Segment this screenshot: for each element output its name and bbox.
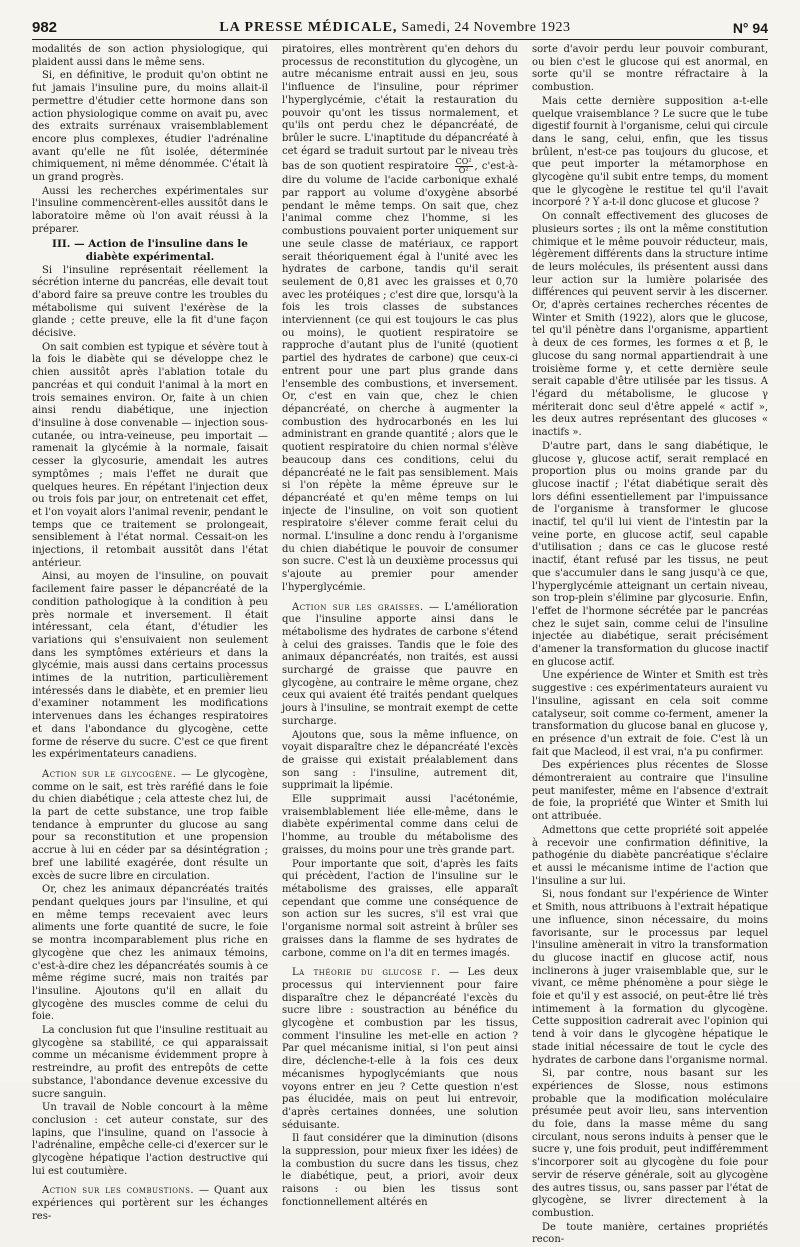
paragraph <box>282 602 518 729</box>
paragraph: Aussi les recherches expérimentales sur l'insuline commencèrent-elles aussitôt dans le laboratoire même où l'on avait réussi à la préparer. <box>32 185 268 235</box>
issue-number: N° 94 <box>732 20 768 36</box>
paragraph: On sait combien est typique et sévère tout à la fois le diabète qui se développe chez le chien aussitôt après l'ablation totale du pancréas et qui conduit l'animal à la mort en trois semaines environ. Or, faite à un chien ainsi rendu diabétique, une injection d'insuline à dose convenable — injection sous-cutanée, ou intra-veineuse, peu importait — ramenait la glycémie à la normale, faisait cesser la glycosurie, amendait les autres symptômes ; mais l'effet ne durait que quelques heures. En répétant l'injection deux ou trois fois par jour, on entretenait cet effet, et l'on voyait alors l'animal revenir, pendant le temps que ce traitement se prolongeait, sensiblement à l'état normal. Cessait-on les injections, il retombait aussitôt dans l'état antérieur. <box>32 341 268 569</box>
paragraph-text: piratoires, elles montrèrent qu'en dehors du processus de reconstitution du glycogène, un autre mécanisme entrait aussi en jeu, sous l'influence de l'insuline, pour réprimer l'hyperglycémie, c'était la restauration du pouvoir qu'ont les tissus normalement, et qu'ils ont perdu chez le dépancréaté, de brûler le sucre. L'inaptitude du dépancréaté à cet égard se traduit surtout par le niveau très bas de son quotient respiratoire <box>282 44 518 173</box>
paragraph-text: — L'amélioration que l'insuline apporte ainsi dans le métabolisme des hydrates de carbone s'étend à celui des graisses. Tandis que le foie des animaux dépancréatés, non traités, est aussi surchargé de graisse que pauvre en glycogène, au contraire le même organe, chez ceux qui avaient été traités pendant quelques jours à l'insuline, se montrait exempt de cette surcharge. <box>282 601 518 727</box>
paragraph: Il faut considérer que la diminution (disons la suppression, pour mieux fixer les idées) de la combustion du sucre dans les tissus, chez le diabétique, peut, a priori, avoir deux raisons : ou bien les tissus sont fonctionnellement altérés en <box>282 1133 518 1208</box>
text-columns <box>32 44 768 1246</box>
fraction-denominator: O² <box>458 166 469 176</box>
fraction-numerator: CO² <box>455 157 472 167</box>
column-3 <box>532 44 768 1246</box>
paragraph: Mais cette dernière supposition a-t-elle quelque vraisemblance ? Le sucre que le tube digestif fournit à l'organisme, celui qui circule dans le sang, celui, enfin, que les tissus brûlent, n'est-ce pas toujours du glucose, et que peut importer la métamorphose en glycogène qu'il subit entre temps, du moment que le glycogène le restitue tel qu'il l'avait incorporé ? Y a-t-il donc glucose et glucose ? <box>532 95 768 209</box>
paragraph <box>32 769 268 883</box>
paragraph: modalités de son action physiologique, qui plaident aussi dans le même sens. <box>32 44 268 68</box>
paragraph: Ainsi, au moyen de l'insuline, on pouvait facilement faire passer le dépancréaté de la condition pathologique à la condition à peu près normale et inversement. Il était intéressant, cela étant, d'étudier les variations qui s'ensuivaient non seulement dans les symptômes extérieurs et dans la glycémie, mais aussi dans certains processus intimes de la nutrition, particulièrement intéressés dans le diabète, et en premier lieu d'examiner notamment les modifications intervenues dans les échanges respiratoires et dans l'abondance du glycogène, cette forme de réserve du sucre. C'est ce que firent les expérimentateurs canadiens. <box>32 571 268 761</box>
run-in-heading: Action sur les combustions. <box>42 1185 195 1197</box>
paragraph: Si, nous fondant sur l'expérience de Winter et Smith, nous attribuons à l'extrait hépatique une influence, sinon nécessaire, du moins favorisante, sur le processus par lequel l'insuline amènerait in vitro la transformation du glucose inactif en glucose actif, nous inclinerons à juger vraisemblable que, sur le vivant, ce même phénomène a pour siège le foie et qu'il y est associé, on peut-être lié très intimement à la formation du glycogène. Cette supposition cadrerait avec l'opinion qui tend à voir dans le glycogène hépatique le stade initial nécessaire de tout le cycle des hydrates de carbone dans l'organisme normal. <box>532 889 768 1066</box>
paragraph: D'autre part, dans le sang diabétique, le glucose γ, glucose actif, serait remplacé en proportion plus ou moins grande par du glucose inactif ; l'état diabétique serait dès lors défini essentiellement par l'impuissance de l'organisme à transformer le glucose inactif, tel qu'il lui vient de l'intestin par la veine porte, en glucose actif, seul capable d'utilisation ; dans ce cas le glucose resté inactif, étant refusé par les tissus, ne peut que s'accumuler dans le sang jusqu'à ce que, l'hyperglycémie atteignant un certain niveau, son trop-plein s'élimine par glycosurie. Enfin, l'effet de l'hormone sécrétée par le pancréas chez le sujet sain, comme celui de l'insuline injectée au diabétique, serait précisément d'amener la transformation du glucose inactif en glucose actif. <box>532 440 768 668</box>
run-in-heading: Action sur le glycogène. <box>42 768 177 780</box>
issue-date: Samedi, 24 Novembre 1923 <box>401 20 571 35</box>
header-center <box>219 20 570 36</box>
page-header <box>32 8 768 40</box>
paragraph-text: — Les deux processus qui interviennent pour faire disparaître chez le dépancréaté l'excès du sucre libre : soustraction au bénéfice du glycogène et combustion par les tissus, comment l'insuline les met-elle en action ? Par quel mécanisme initial, si l'on peut ainsi dire, déclenche-t-elle à la fois ces deux mécanismes hypoglycémiants que nous voyons entrer en jeu ? Cette question n'est pas élucidée, mais on peut lui entrevoir, d'après certaines données, une solution séduisante. <box>282 967 518 1131</box>
paragraph-text: — Quant aux expériences qui portèrent sur les échanges res- <box>32 1185 268 1222</box>
paragraph-text: — Le glycogène, comme on le sait, est très raréfié dans le foie du chien diabétique ; cela atteste chez lui, de la part de cette substance, une trop faible tendance à emprunter du glucose au sang pour sa reconstitution et une propension accrue à lui en céder par sa désintégration ; bref une labilité exagérée, dont résulte un excès de sucre libre en circulation. <box>32 768 268 882</box>
column-2 <box>282 44 518 1208</box>
paragraph <box>32 1185 268 1223</box>
quotient-fraction <box>455 158 473 175</box>
section-title: III. — Action de l'insuline dans le diabète expérimental. <box>52 237 248 263</box>
paragraph: On connaît effectivement des glucoses de plusieurs sortes ; ils ont la même constitution chimique et le même pouvoir réducteur, mais, légèrement différents dans la structure intime de leurs molécules, ils présentent aussi dans leur action sur la lumière polarisée des différences qui peuvent servir à les discerner. Or, d'après certaines recherches récentes de Winter et Smith (1922), alors que le glucose, tel qu'il pénètre dans l'organisme, appartient à deux de ces formes, les formes α et β, le glucose du sang normal appartiendrait à une troisième forme γ, et cette dernière seule serait capable d'être utilisée par les tissus. A l'égard du métabolisme, le glucose γ mériterait donc seul d'être appelé « actif », les deux autres représentant des glucoses « inactifs ». <box>532 211 768 439</box>
paragraph: Si, par contre, nous basant sur les expériences de Slosse, nous estimons probable que la modification moléculaire présumée peut avoir lieu, sans intervention du foie, dans la masse même du sang circulant, nous serons induits à penser que le sucre γ, une fois produit, peut indifféremment s'incorporer soit au glycogène du foie pour servir de réserve générale, soit au glycogène des autres tissus, ou, sans passer par l'état de glycogène, se livrer directement à la combustion. <box>532 1068 768 1219</box>
paragraph <box>282 44 518 595</box>
paragraph <box>282 967 518 1132</box>
paragraph: Admettons que cette propriété soit appelée à recevoir une confirmation définitive, la pathogénie du diabète pancréatique s'éclaire et aussi le mécanisme intime de l'action que l'insuline a sur lui. <box>532 824 768 887</box>
paragraph: Si, en définitive, le produit qu'on obtint ne fut jamais l'insuline pure, du moins allait-il permettre d'étudier cette hormone dans son action physiologique comme on avait pu, avec des extraits surrénaux vraisemblablement encore plus complexes, étudier l'adrénaline avant qu'elle ne fût isolée, déterminée chimiquement, ni même dénommée. C'était là un grand progrès. <box>32 70 268 184</box>
column-1 <box>32 44 268 1222</box>
paragraph-text: , c'est-à-dire du volume de l'acide carbonique exhalé par rapport au volume d'oxygène absorbé pendant le même temps. On sait que, chez l'animal comme chez l'homme, si les combustions pouvaient porter uniquement sur une seule classe de matériaux, ce rapport serait théoriquement égal à l'unité avec les hydrates de carbone, tandis qu'il serait seulement de 0,81 avec les graisses et 0,70 avec les protéiques ; c'est dire que, lorsqu'à la fois les trois classes de substances interviennent (ce qui est toujours le cas plus ou moins), le quotient respiratoire se rapproche d'autant plus de l'unité (quotient partiel des hydrates de carbone) que ceux-ci entrent pour une part plus grande dans l'ensemble des combustions, et inversement. Or, c'est en vain que, chez le chien dépancréaté, on cherche à augmenter la combustion des hydrocarbonés en les lui administrant en grande quantité ; alors que le quotient respiratoire du chien normal s'élève beaucoup dans ces conditions, celui du dépancréaté ne le fait pas sensiblement. Mais si l'on répète la même épreuve sur le dépancréaté et qu'en même temps on lui injecte de l'insuline, on voit son quotient respiratoire s'élever comme ferait celui du normal. L'insuline a donc rendu à l'organisme du chien diabétique le pouvoir de consumer son sucre. C'est là un deuxième processus qui s'ajoute au premier pour amender l'hyperglycémie. <box>282 161 518 593</box>
paragraph: sorte d'avoir perdu leur pouvoir comburant, ou bien c'est le glucose qui est anormal, en sorte qu'il se montre réfractaire à la combustion. <box>532 44 768 94</box>
journal-title: LA PRESSE MÉDICALE, <box>219 20 398 35</box>
paragraph: Une expérience de Winter et Smith est très suggestive : ces expérimentateurs auraient vu l'insuline, agissant en cela soit comme catalyseur, soit comme co-ferment, amener la transformation du glucose banal en glucose γ, en présence d'un extrait de foie. C'est là un fait que Macleod, il est vrai, n'a pu confirmer. <box>532 670 768 758</box>
paragraph: De toute manière, certaines propriétés recon- <box>532 1221 768 1246</box>
page-number: 982 <box>32 19 58 36</box>
paragraph: Des expériences plus récentes de Slosse démontreraient au contraire que l'insuline peut manifester, même en l'absence d'extrait de foie, la propriété que Winter et Smith lui ont attribuée. <box>532 760 768 823</box>
paragraph: Elle supprimait aussi l'acétonémie, vraisemblablement liée elle-même, dans le diabète expérimental comme dans celui de l'homme, au trouble du métabolisme des graisses, du moins pour une très grande part. <box>282 794 518 856</box>
paragraph: Un travail de Noble concourt à la même conclusion : cet auteur constate, sur des lapins, que l'insuline, quand on l'associe à l'adrénaline, empêche celle-ci d'exercer sur le glycogène hépatique l'action destructive qui lui est coutumière. <box>32 1102 268 1177</box>
paragraph: Si l'insuline représentait réellement la sécrétion interne du pancréas, elle devait tout d'abord faire sa preuve contre les troubles du métabolisme qui suivent l'exérèse de la glande ; cette preuve, elle la fit d'une façon décisive. <box>32 264 268 340</box>
paragraph: Or, chez les animaux dépancréatés traités pendant quelques jours par l'insuline, et qui en même temps recevaient avec leurs aliments une forte quantité de sucre, le foie se montra incomparablement plus riche en glycogène que chez les animaux témoins, c'est-à-dire chez les dépancréatés soumis à ce même régime sucré, mais non traités par l'insuline. Ajoutons qu'il en allait du glycogène des muscles comme de celui du foie. <box>32 884 268 1023</box>
paragraph: La conclusion fut que l'insuline restituait au glycogène sa stabilité, ce qui apparaissait comme un mécanisme évidemment propre à restreindre, au profit des entrepôts de cette substance, l'abondance devenue excessive du sucre sanguin. <box>32 1025 268 1100</box>
run-in-heading: Action sur les graisses. <box>292 601 424 613</box>
run-in-heading: La théorie du glucose γ. <box>292 967 441 979</box>
paragraph: Pour importante que soit, d'après les faits qui précèdent, l'action de l'insuline sur le métabolisme des graisses, elle apparaît cependant que comme une conséquence de son action sur les sucres, s'il est vrai que l'organisme normal soit astreint à brûler ses graisses dans la flamme de ses hydrates de carbone, comme on l'a dit en termes imagés. <box>282 858 518 959</box>
paragraph: Ajoutons que, sous la même influence, on voyait disparaître chez le dépancréaté l'excès de graisse qui existait préalablement dans son sang : l'insuline, autrement dit, supprimait la lipémie. <box>282 729 518 792</box>
